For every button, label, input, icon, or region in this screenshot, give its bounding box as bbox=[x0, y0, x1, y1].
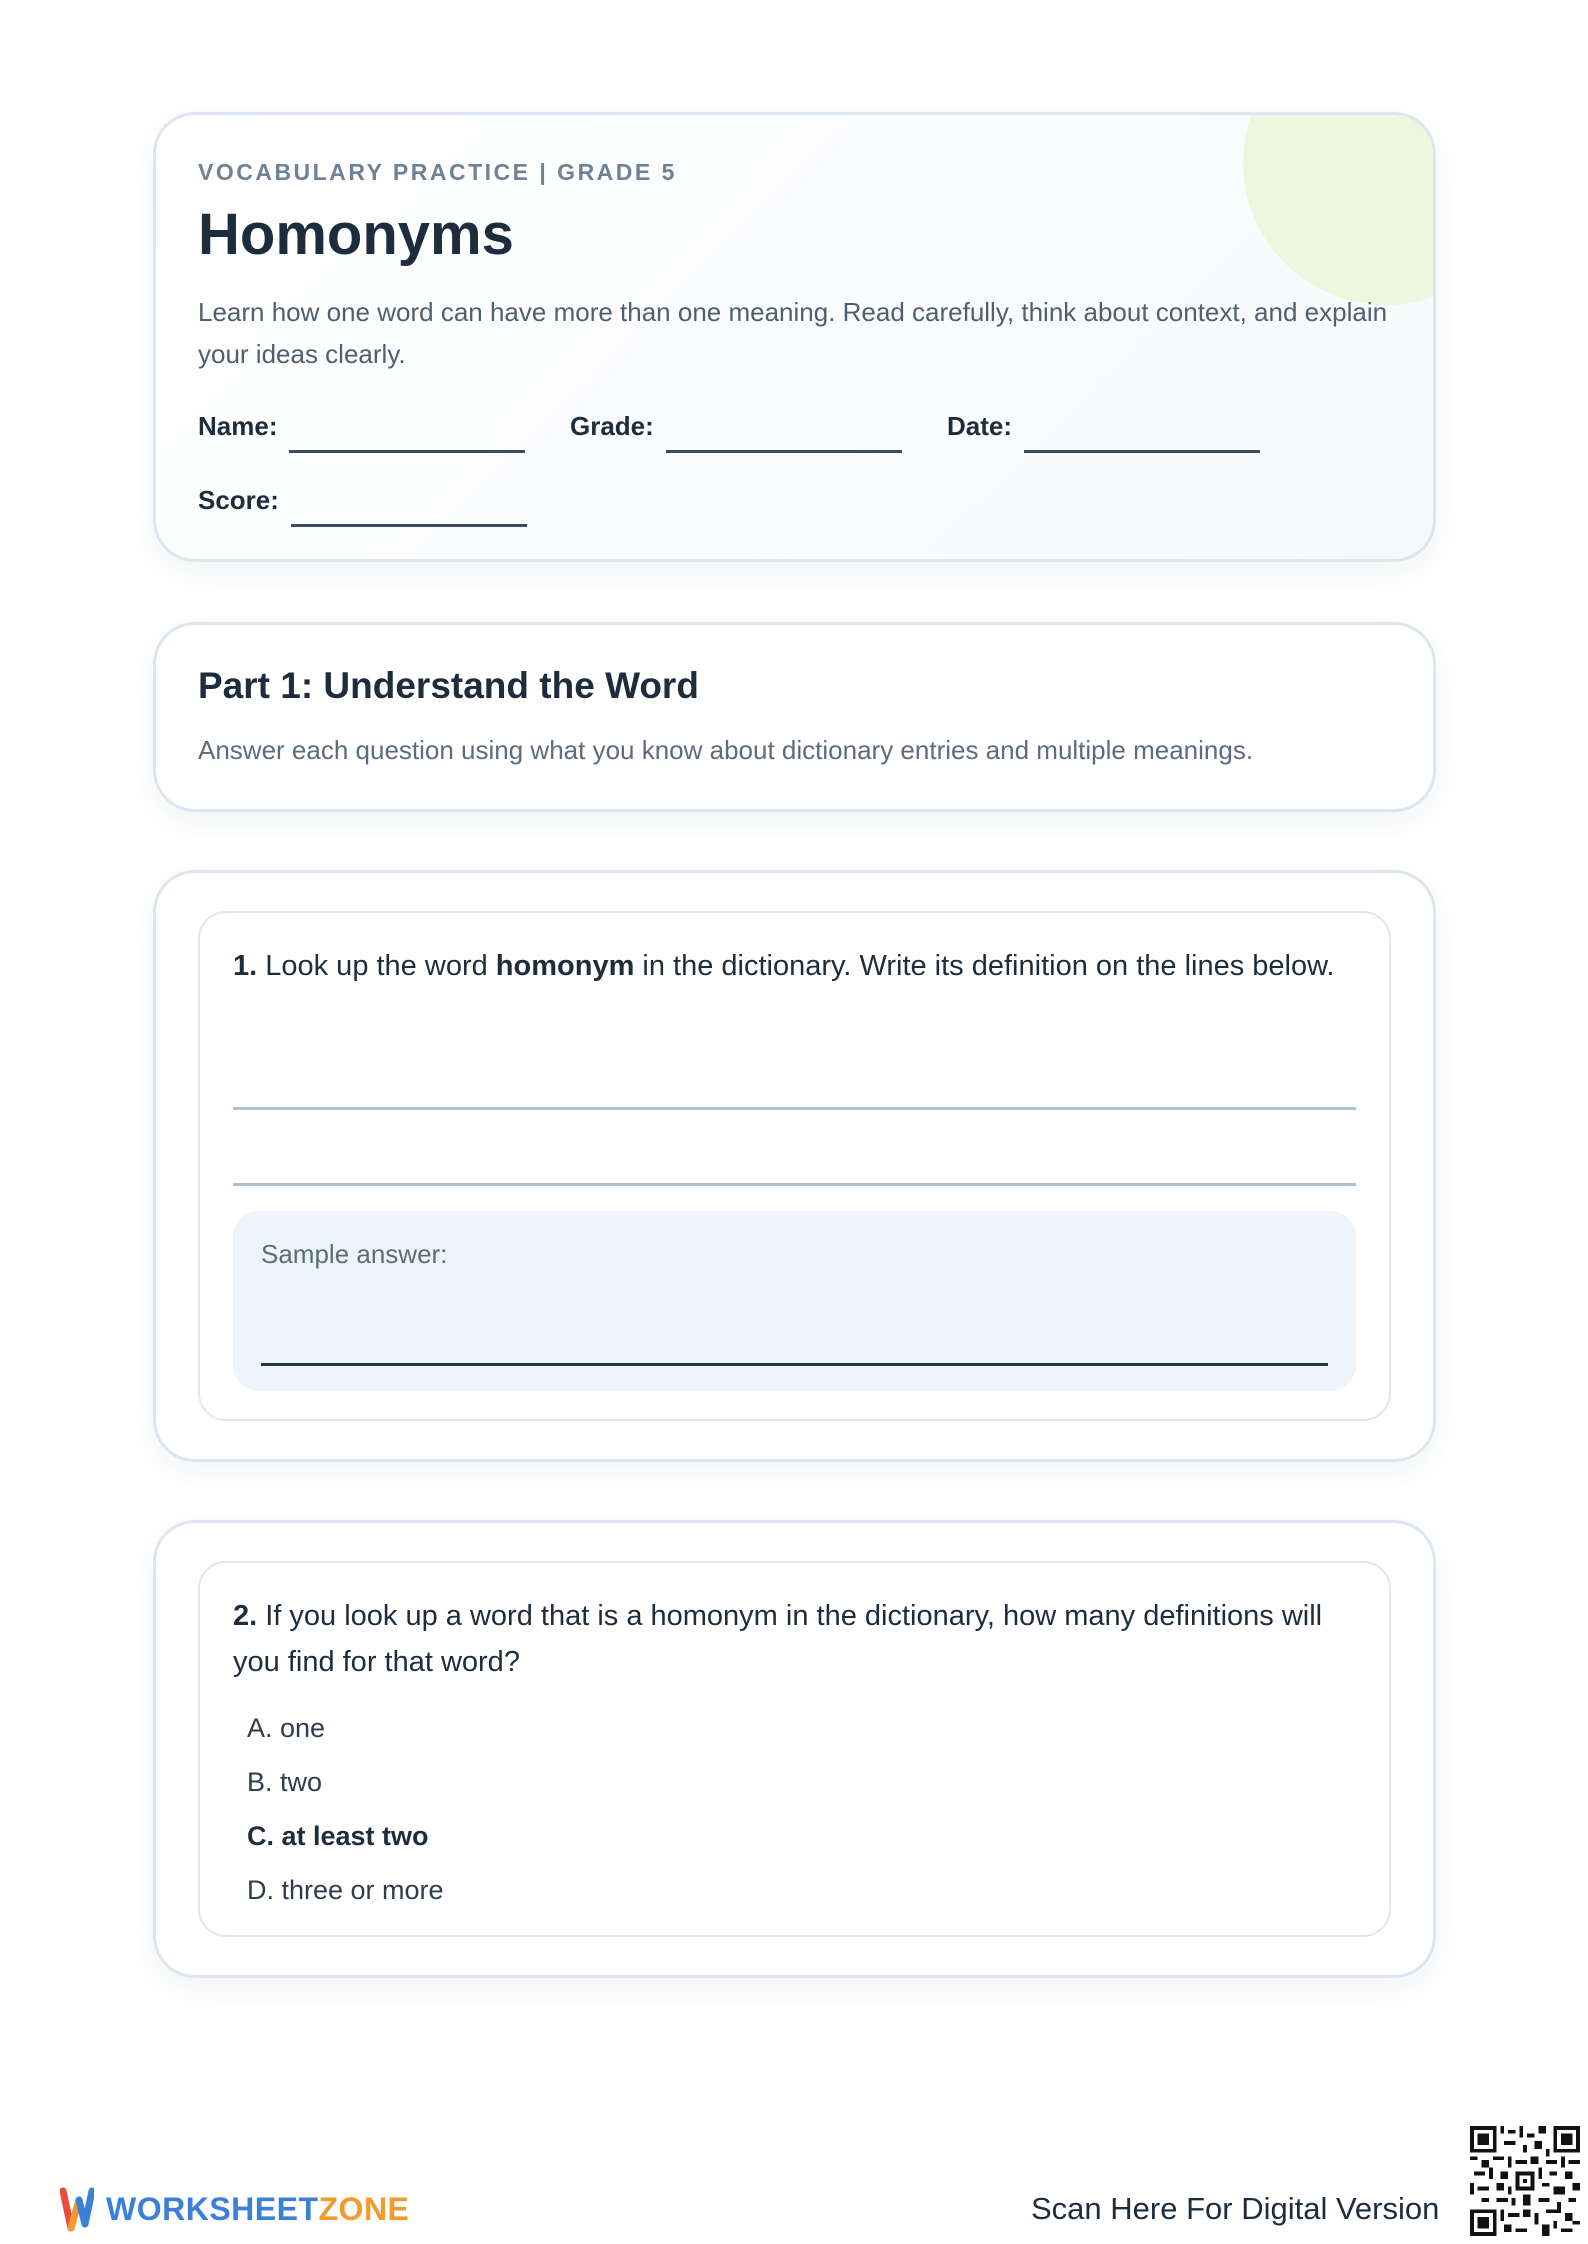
eyebrow-label: VOCABULARY PRACTICE | GRADE 5 bbox=[198, 159, 677, 185]
brand-name bbox=[106, 2191, 409, 2228]
page-title: Homonyms bbox=[198, 202, 514, 267]
score-field[interactable] bbox=[198, 485, 527, 515]
grade-label: Grade: bbox=[570, 411, 654, 441]
option-b[interactable]: B. two bbox=[247, 1767, 323, 1797]
option-a[interactable]: A. one bbox=[247, 1713, 326, 1743]
date-label: Date: bbox=[947, 411, 1013, 441]
date-input-line[interactable] bbox=[1024, 450, 1260, 453]
sample-answer-label: Sample answer: bbox=[261, 1239, 448, 1269]
score-input-line[interactable] bbox=[291, 524, 527, 527]
question-2-number: 2. bbox=[233, 1600, 258, 1632]
question-1-text bbox=[233, 943, 1356, 989]
brand-name-part2: ZONE bbox=[318, 2190, 410, 2227]
option-d[interactable]: D. three or more bbox=[247, 1875, 444, 1905]
date-field[interactable] bbox=[947, 411, 1260, 441]
name-field[interactable] bbox=[198, 411, 525, 441]
question-1-text-after: in the dictionary. Write its definition on the lines below. bbox=[634, 950, 1335, 982]
question-1-number: 1. bbox=[233, 950, 258, 982]
header-card bbox=[153, 112, 1436, 562]
score-label: Score: bbox=[198, 485, 279, 515]
brand-name-part1: WORKSHEET bbox=[106, 2190, 319, 2227]
sample-answer-line[interactable] bbox=[261, 1363, 1328, 1366]
grade-field[interactable] bbox=[570, 411, 902, 441]
part1-card bbox=[153, 622, 1436, 812]
option-c[interactable]: C. at least two bbox=[247, 1821, 429, 1851]
question-2-body: If you look up a word that is a homonym in the dictionary, how many definitions will you find for that word? bbox=[233, 1600, 1323, 1678]
question-1-panel bbox=[198, 911, 1391, 1421]
worksheetzone-w-icon bbox=[60, 2186, 94, 2232]
question-1-text-before: Look up the word bbox=[257, 950, 496, 982]
answer-line-2[interactable] bbox=[233, 1183, 1356, 1186]
part1-title: Part 1: Understand the Word bbox=[198, 665, 699, 706]
name-input-line[interactable] bbox=[289, 450, 525, 453]
name-label: Name: bbox=[198, 411, 278, 441]
question-1-card bbox=[153, 870, 1436, 1462]
scan-text: Scan Here For Digital Version bbox=[1031, 2191, 1440, 2226]
intro-text: Learn how one word can have more than one meaning. Read carefully, think about context, and explain your ideas clearly. bbox=[198, 297, 1388, 369]
answer-line-1[interactable] bbox=[233, 1107, 1356, 1110]
decorative-circle bbox=[1243, 112, 1436, 305]
part1-subtitle: Answer each question using what you know about dictionary entries and multiple meanings. bbox=[198, 735, 1254, 765]
question-2-text bbox=[233, 1593, 1356, 1685]
grade-input-line[interactable] bbox=[666, 450, 902, 453]
qr-code-icon[interactable] bbox=[1470, 2126, 1580, 2236]
question-2-panel bbox=[198, 1561, 1391, 1937]
question-1-keyword: homonym bbox=[495, 950, 635, 982]
brand-logo bbox=[60, 2186, 409, 2232]
question-2-card bbox=[153, 1520, 1436, 1978]
sample-answer-box bbox=[233, 1211, 1356, 1391]
